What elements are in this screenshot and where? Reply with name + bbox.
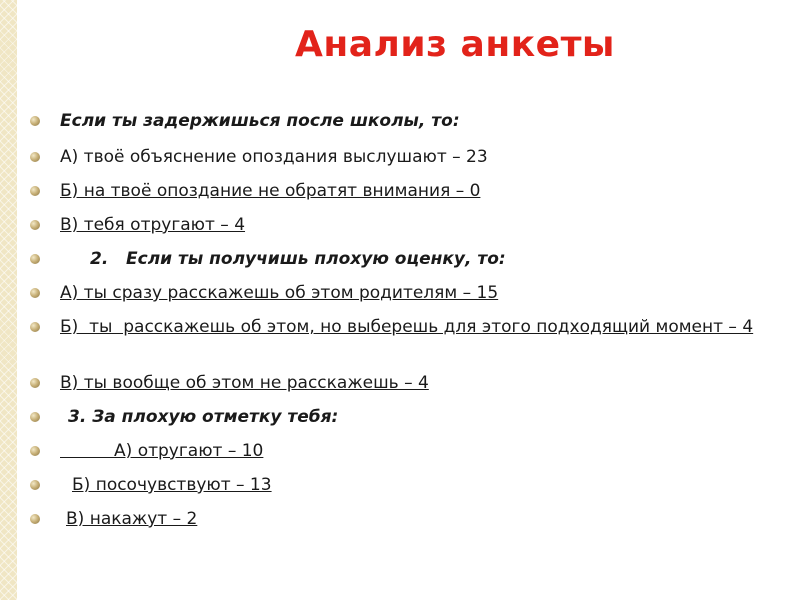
list-item xyxy=(28,146,488,168)
answer-text: А) твоё объяснение опоздания выслушают – 23 xyxy=(60,147,488,167)
answer-text: Б) посочувствуют – 13 xyxy=(72,475,272,495)
decorative-sidebar xyxy=(0,0,17,600)
bullet-icon xyxy=(30,116,40,126)
bullet-icon xyxy=(30,288,40,298)
list-item xyxy=(28,440,263,462)
list-item xyxy=(28,110,460,132)
answer-text: А) отругают – 10 xyxy=(60,441,264,461)
list-item xyxy=(28,372,429,394)
answer-text: В) накажут – 2 xyxy=(66,509,198,529)
bullet-icon xyxy=(30,378,40,388)
bullet-icon xyxy=(30,480,40,490)
question-heading: 3. За плохую отметку тебя: xyxy=(68,407,339,427)
answer-text: В) ты вообще об этом не расскажешь – 4 xyxy=(60,373,429,393)
list-item xyxy=(28,180,480,202)
question-heading: Если ты задержишься после школы, то: xyxy=(60,111,460,131)
list-item xyxy=(28,474,272,496)
answer-text: В) тебя отругают – 4 xyxy=(60,215,246,235)
answer-text: Б) на твоё опоздание не обратят внимания – 0 xyxy=(60,181,481,201)
bullet-icon xyxy=(30,186,40,196)
list-item xyxy=(28,406,338,428)
answer-text: А) ты сразу расскажешь об этом родителям – 15 xyxy=(60,283,499,303)
list-item xyxy=(28,316,770,338)
list-item xyxy=(28,282,498,304)
bullet-icon xyxy=(30,514,40,524)
answer-text: Б) ты расскажешь об этом, но выберешь для этого подходящий момент – 4 xyxy=(60,317,754,337)
bullet-icon xyxy=(30,446,40,456)
list-item xyxy=(28,508,197,530)
question-heading: 2. Если ты получишь плохую оценку, то: xyxy=(90,249,506,269)
list-item xyxy=(28,214,245,236)
bullet-icon xyxy=(30,152,40,162)
bullet-icon xyxy=(30,254,40,264)
bullet-icon xyxy=(30,412,40,422)
bullet-icon xyxy=(30,322,40,332)
bullet-icon xyxy=(30,220,40,230)
list-item xyxy=(28,248,506,270)
page-title: Анализ анкеты xyxy=(294,24,615,65)
